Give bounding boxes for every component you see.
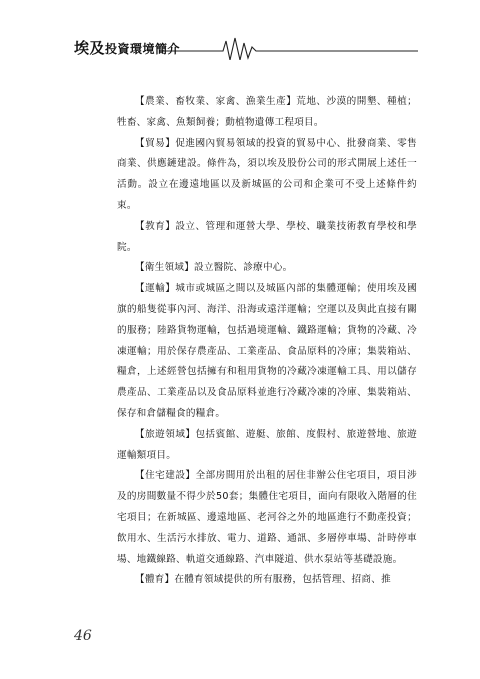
body-text [117, 92, 417, 591]
paragraph-housing: 【住宅建設】全部房間用於出租的居住非辦公住宅項目，項目涉及的房間數量不得少於50套；集體住宅項目，面向有限收入階層的住宅項目；在新城區、邊遠地區、老河谷之外的地區進行不動產投資；飲用水、生活污水排放、電力、道路、通訊、多層停車場、計時停車場、地鐵線路、軌道交通線路、汽車隧道、供水泵站等基礎設施。 [117, 470, 417, 565]
paragraph-health: 【衛生領域】設立醫院、診療中心。 [135, 262, 293, 274]
header-title [74, 37, 180, 58]
header-title-main: 埃及 [74, 39, 106, 57]
header-title-sub: 投資環境簡介 [105, 42, 181, 56]
paragraph-agriculture: 【農業、畜牧業、家禽、漁業生產】荒地、沙漠的開墾、種植；牲畜、家禽、魚類飼養；動植物遺傳工程項目。 [117, 96, 417, 128]
paragraph-sports: 【體育】在體育領域提供的所有服務，包括管理、招商、推 [135, 574, 391, 586]
paragraph-tourism: 【旅遊領域】包括賓館、遊艇、旅館、度假村、旅遊營地、旅遊運輸類項目。 [117, 428, 417, 461]
page-header [0, 0, 480, 60]
page-number: 46 [74, 628, 92, 644]
paragraph-education: 【教育】設立、管理和運營大學、學校、職業技術教育學校和學院。 [117, 220, 417, 253]
paragraph-trade: 【貿易】促進國內貿易領域的投資的貿易中心、批發商業、零售商業、供應鏈建設。條件為，須以埃及股份公司的形式開展上述任一活動。設立在邊遠地區以及新城區的公司和企業可不受上述條件約束。 [117, 137, 417, 211]
heartbeat-line-icon [0, 0, 480, 60]
paragraph-transport: 【運輸】城市或城區之間以及城區內部的集體運輸；使用埃及國旗的船隻從事內河、海洋、沿海或遠洋運輸；空運以及與此直接有關的服務；陸路貨物運輸，包括過境運輸、鐵路運輸；貨物的冷藏、冷凍運輸；用於保存農產品、工業產品、食品原料的冷庫；集裝箱站、糧倉，上述經營包括擁有和租用貨物的冷藏冷凍運輸工具、用以儲存農產品、工業產品以及食品原料並進行冷藏冷凍的冷庫、集裝箱站、保存和倉儲糧食的糧倉。 [117, 283, 417, 419]
